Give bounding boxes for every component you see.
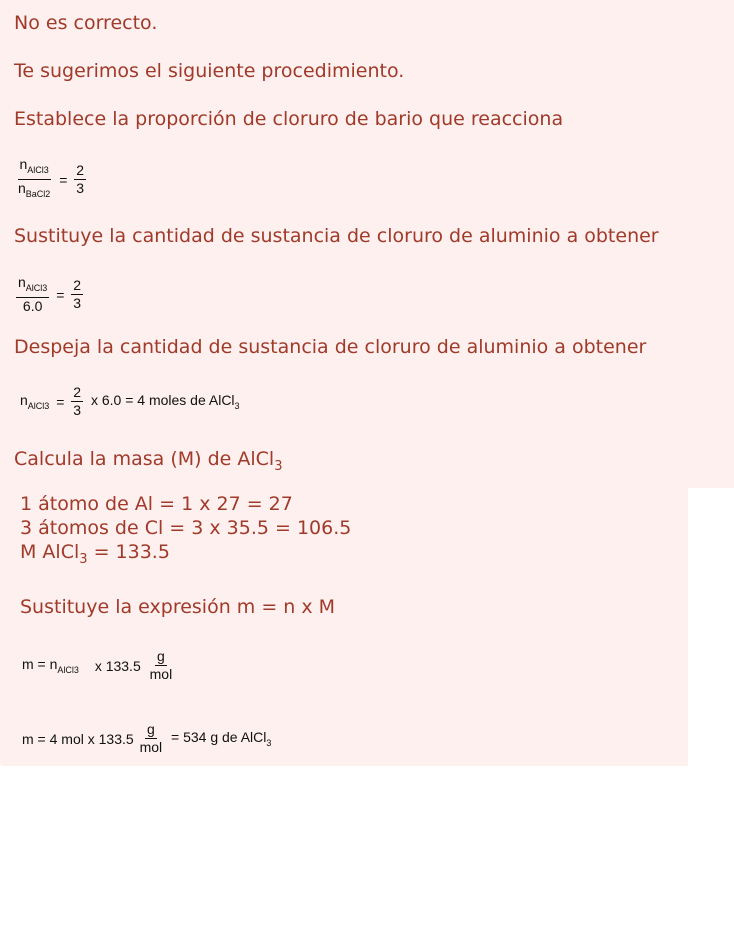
- suggestion-message: Te sugerimos el siguiente procedimiento.: [14, 60, 405, 82]
- mass-result-equation: m = 4 mol x 133.5 $\frac{g}{\text{mol}}$ = 534 g de AlCl$_3$: [22, 721, 272, 755]
- unit-fraction: $\frac{g}{\text{mol}}$: [149, 648, 173, 682]
- solve-moles-equation: $n_{AlCl3}$ = $\frac{2}{3}$ x 6.0 = 4 moles de AlCl$_3$: [20, 384, 240, 418]
- chlorine-mass-line: 3 átomos de Cl = 3 x 35.5 = 106.5: [20, 517, 352, 539]
- unit-fraction: $\frac{g}{\text{mol}}$: [139, 721, 163, 755]
- coefficient-fraction: $\frac{2}{3}$: [73, 384, 82, 418]
- molar-mass-total-line: M AlCl$_3$ = 133.5: [20, 541, 170, 567]
- ratio-equation: $\frac{n_{AlCl3}}{n_{BaCl2}}$ = $\frac{2}{3}$: [16, 156, 86, 203]
- mole-ratio-fraction: $\frac{n_{AlCl3}}{n_{BaCl2}}$: [18, 156, 51, 199]
- aluminum-mass-line: 1 átomo de Al = 1 x 27 = 27: [20, 493, 293, 515]
- coefficient-fraction: $\frac{2}{3}$: [73, 277, 82, 311]
- step2-instruction: Sustituye la cantidad de sustancia de cloruro de aluminio a obtener: [14, 225, 659, 247]
- step3-instruction: Despeja la cantidad de sustancia de cloruro de aluminio a obtener: [14, 336, 647, 358]
- molar-mass-calculation: [20, 492, 352, 567]
- mass-formula-equation: $m = n_{AlCl3}$ x 133.5 $\frac{g}{\text{mol}}$: [22, 648, 173, 682]
- step4-instruction: Calcula la masa (M) de AlCl$_3$: [14, 448, 283, 474]
- moles-over-known-fraction: $\frac{n_{AlCl3}}{6.0}$: [18, 274, 48, 314]
- substitution-equation: $\frac{n_{AlCl3}}{6.0}$ = $\frac{2}{3}$: [18, 274, 82, 314]
- incorrect-message: No es correcto.: [14, 12, 158, 34]
- step5-instruction: Sustituye la expresión m = n x M: [20, 596, 336, 618]
- coefficient-fraction: $\frac{2}{3}$: [76, 162, 85, 196]
- step1-instruction: Establece la proporción de cloruro de bario que reacciona: [14, 108, 564, 130]
